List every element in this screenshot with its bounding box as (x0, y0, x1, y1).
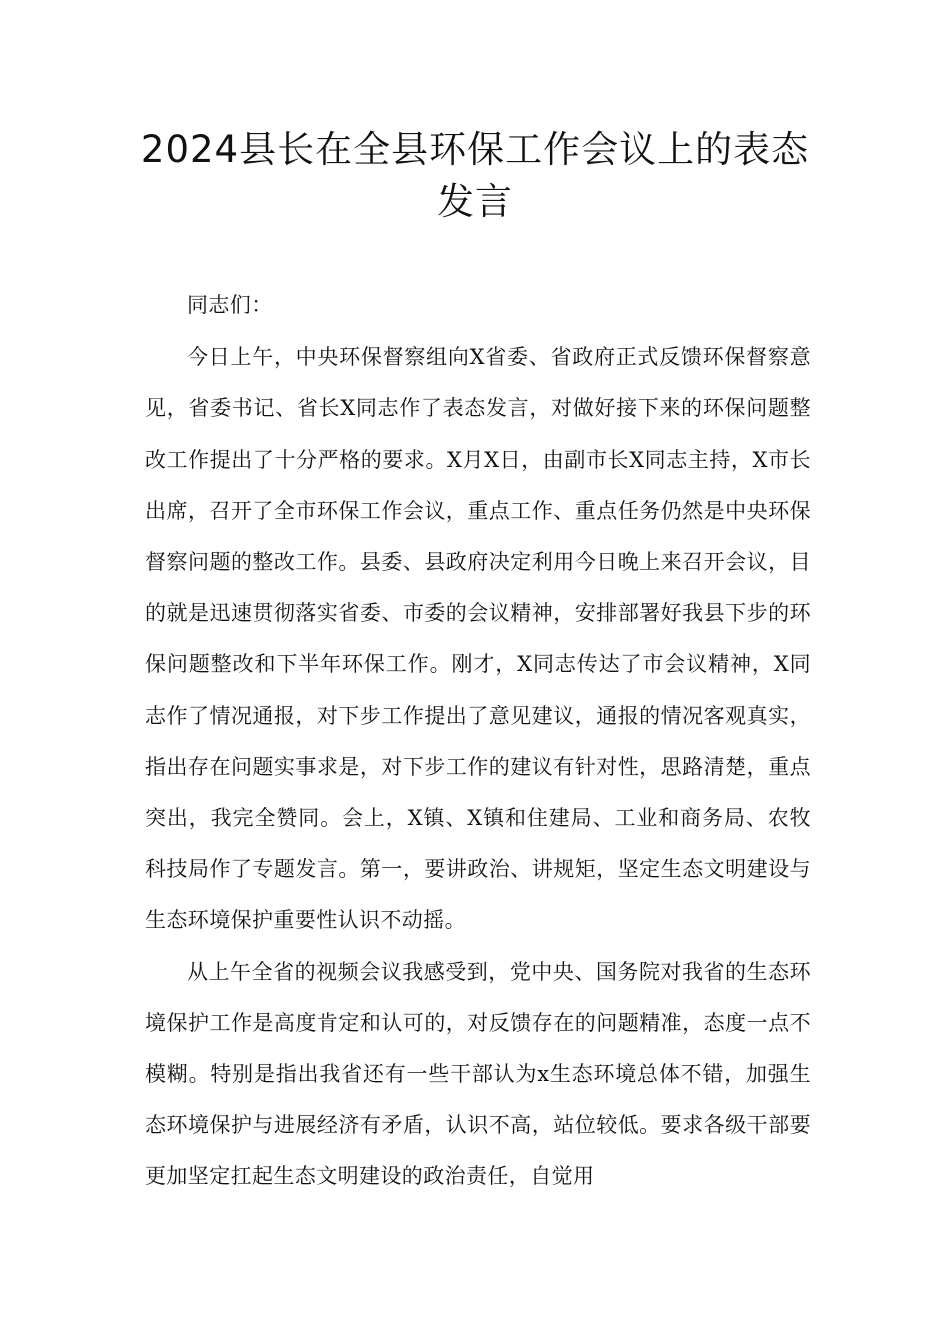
paragraph-2: 从上午全省的视频会议我感受到，党中央、国务院对我省的生态环境保护工作是高度肯定和认可的，对反馈存在的问题精准，态度一点不模糊。特别是指出我省还有一些干部认为x生态环境总体不错，加强生态环境保护与进展经济有矛盾，认识不高，站位较低。要求各级干部要更加坚定扛起生态文明建设的政治责任，自觉用 (145, 959, 811, 1189)
salutation: 同志们： (187, 293, 273, 317)
paragraph-1: 今日上午，中央环保督察组向X省委、省政府正式反馈环保督察意见，省委书记、省长X同志作了表态发言，对做好接下来的环保问题整改工作提出了十分严格的要求。X月X日，由副市长X同志主持，X市长出席，召开了全市环保工作会议，重点工作、重点任务仍然是中央环保督察问题的整改工作。县委、县政府决定利用今日晚上来召开会议，目的就是迅速贯彻落实省委、市委的会议精神，安排部署好我县下步的环保问题整改和下半年环保工作。刚才，X同志传达了市会议精神，X同志作了情况通报，对下步工作提出了意见建议，通报的情况客观真实，指出存在问题实事求是，对下步工作的建议有针对性，思路清楚，重点突出，我完全赞同。会上，X镇、X镇和住建局、工业和商务局、农牧科技局作了专题发言。第一，要讲政治、讲规矩，坚定生态文明建设与生态环境保护重要性认识不动摇。 (145, 345, 811, 933)
document-body (145, 280, 811, 1203)
document-title: 2024县长在全县环保工作会议上的表态发言 (140, 128, 810, 223)
